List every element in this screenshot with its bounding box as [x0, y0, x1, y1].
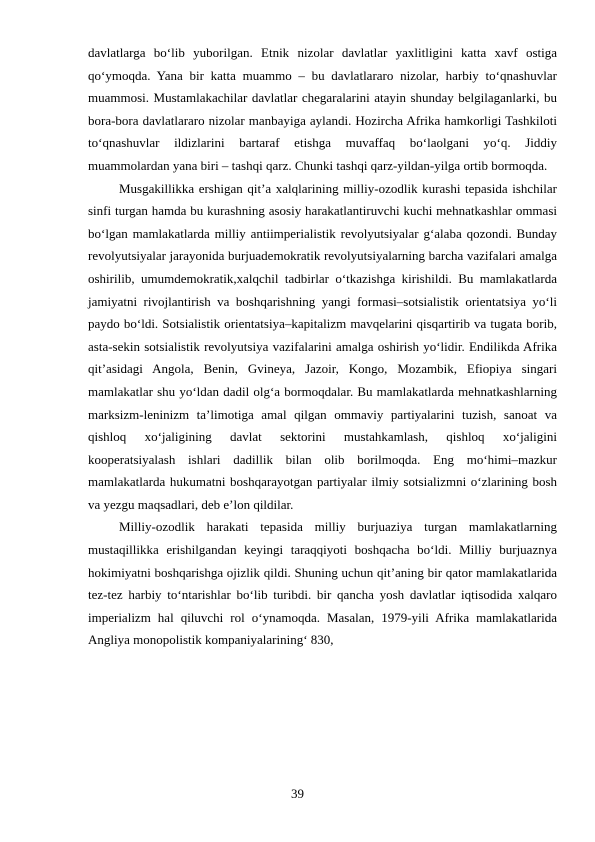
page-number: 39	[291, 786, 304, 801]
paragraph-national-bourgeoisie: Milliy-ozodlik harakati tepasida milliy burjuaziya turgan mamlakatlarning mustaqillikka erishilgandan keyingi taraqqiyoti boshqacha bo‘ldi. Milliy burjuaznya hokimiyatni boshqarishga ojizlik qildi. Shuning uchun qit’aning bir qator mamlakatlarida tez-tez harbiy to‘ntarishlar bo‘lib turibdi. bir qancha yosh davlatlar iqtisodida xalqaro imperializm hal qiluvchi rol o‘ynamoqda. Masalan, 1979-yili Afrika mamlakatlarida Angliya monopolistik kompaniyalarining‘ 830,	[88, 519, 557, 648]
document-page	[88, 42, 557, 652]
paragraph-continuation: davlatlarga bo‘lib yuborilgan. Etnik nizolar davlatlar yaxlitligini katta xavf ostiga qo‘ymoqda. Yana bir katta muammo – bu davlatlararo nizolar, harbiy to‘qnashuvlar muammosi. Mustamlakachilar davlatlar chegaralarini atayin shunday belgilaganlarki, bu bora-bora davlatlararo nizolar manbayiga aylandi. Hozircha Afrika hamkorligi Tashkiloti to‘qnashuvlar ildizlarini bartaraf etishga muvaffaq bo‘laolgani yo‘q. Jiddiy muammolardan yana biri – tashqi qarz. Chunki tashqi qarz-yildan-yilga ortib bormoqda.	[88, 45, 557, 173]
paragraph-socialist-orientation: Musgakillikka ershigan qit’a xalqlarining milliy-ozodlik kurashi tepasida ishchilar sinfi turgan hamda bu kurashning asosiy harakatlantiruvchi kuchi mehnatkashlar ommasi bo‘lgan mamlakatlarda milliy antiimperialistik revolyutsiyalar g‘alaba qozondi. Bunday revolyutsiyalar jarayonida burjuademokratik revolyutsiyalarning barcha vazifalari amalga oshirilib, umumdemokratik,xalqchil tadbirlar o‘tkazishga kirishildi. Bu mamlakatlarda jamiyatni rivojlantirish va boshqarishning yangi formasi–sotsialistik orientatsiya yo‘li paydo bo‘ldi. Sotsialistik orientatsiya–kapitalizm mavqelarini qisqartirib va tugata borib, asta-sekin sotsialistik revolyutsiya vazifalarini amalga oshirish yo‘lidir. Endilikda Afrika qit’asidagi Angola, Benin, Gvineya, Jazoir, Kongo, Mozambik, Efiopiya singari mamlakatlar shu yo‘ldan dadil olg‘a bormoqdalar. Bu mamlakatlarda mehnatkashlarning marksizm-leninizm ta’limotiga amal qilgan ommaviy partiyalarini tuzish, sanoat va qishloq xo‘jaligining davlat sektorini mustahkamlash, qishloq xo‘jaligini kooperatsiyalash ishlari dadillik bilan olib borilmoqda. Eng mo‘himi–mazkur mamlakatlarda hukumatni boshqarayotgan partiyalar ilmiy sotsializmni o‘zlarining bosh va yezgu maqsadlari, deb e’lon qildilar.	[88, 180, 557, 512]
